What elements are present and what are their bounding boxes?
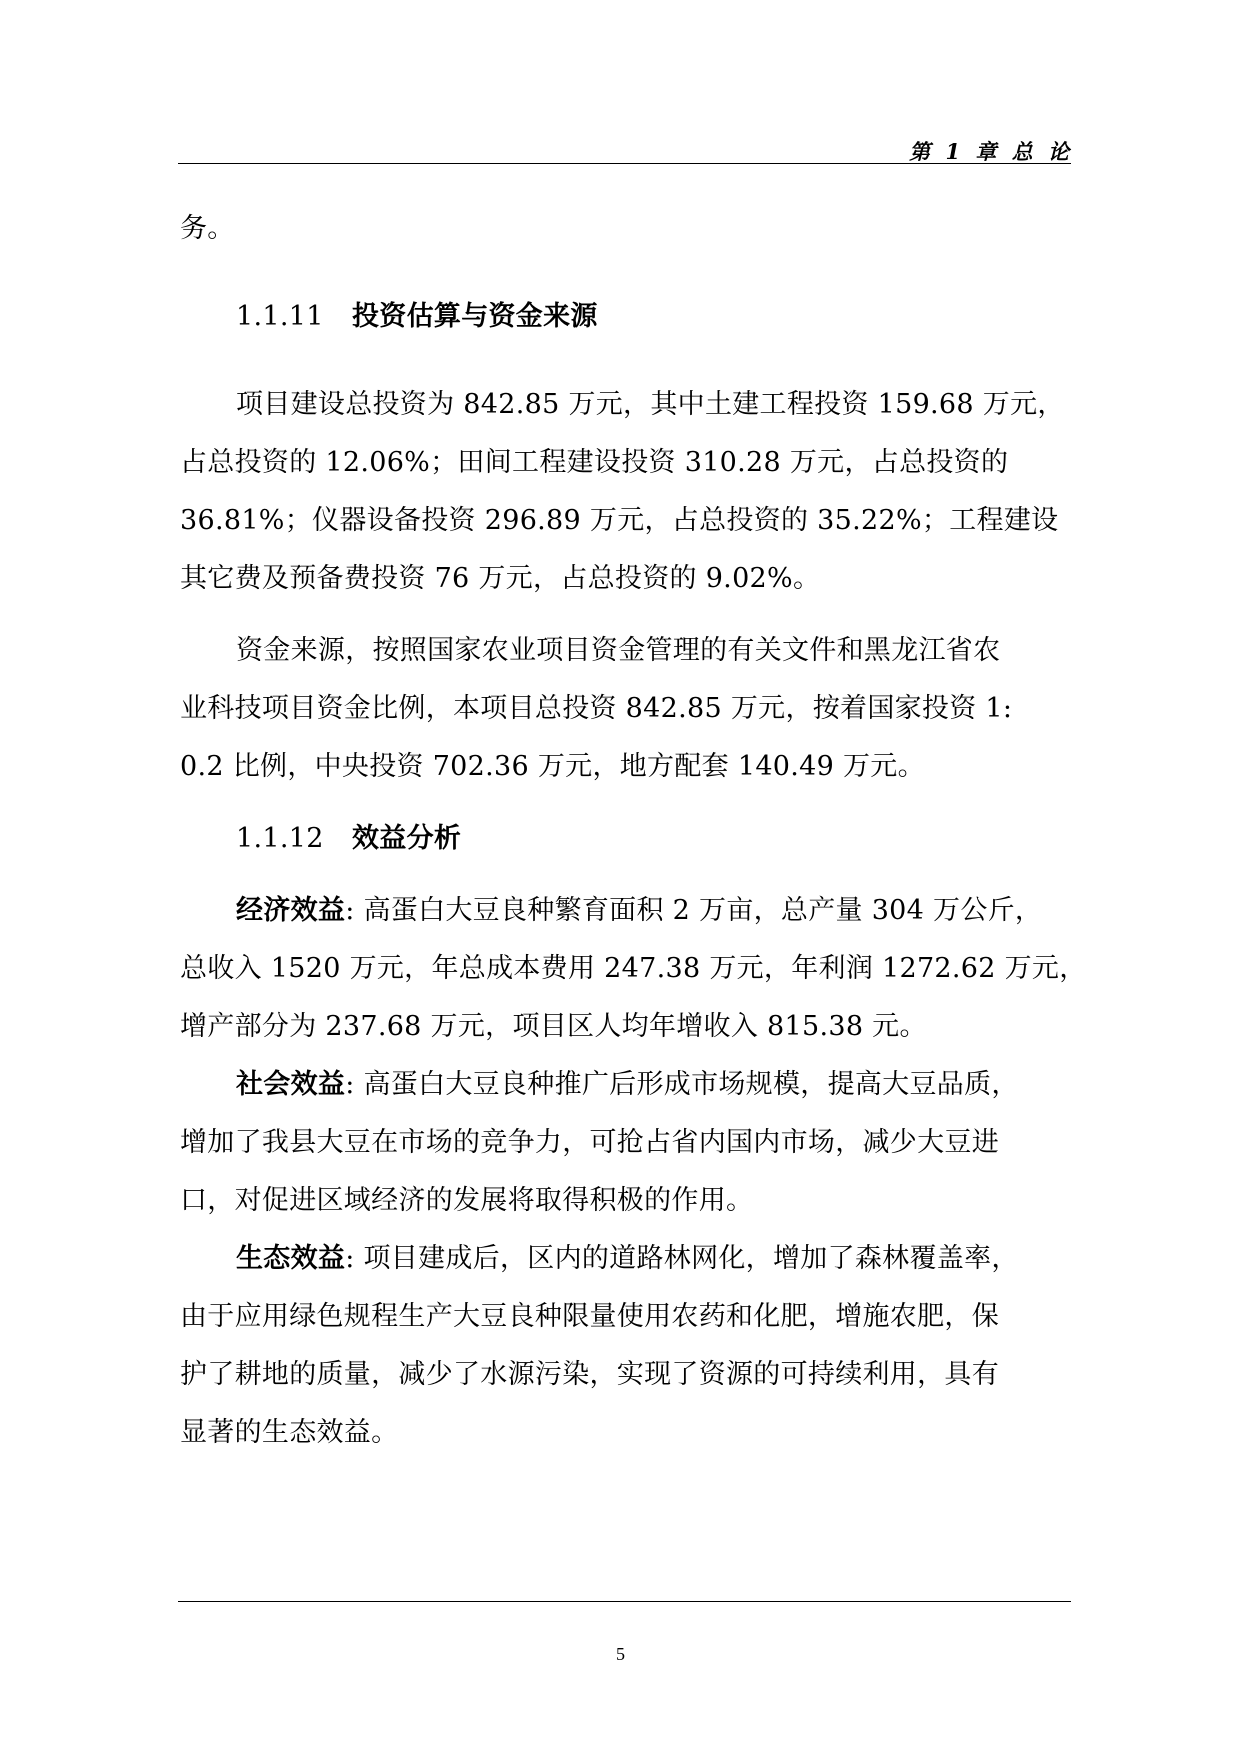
section-heading-1-1-12 — [180, 810, 1070, 868]
body-line: 显著的生态效益。 — [180, 1417, 399, 1448]
section-title: 效益分析 — [352, 823, 462, 854]
page-number: 5 — [616, 1644, 625, 1664]
body-line: 增产部分为 237.68 万元，项目区人均年增收入 815.38 元。 — [180, 1011, 927, 1042]
paragraph-label: 经济效益 — [236, 895, 346, 926]
section-number: 1.1.12 — [236, 823, 324, 854]
body-line: 其它费及预备费投资 76 万元，占总投资的 9.02%。 — [180, 563, 821, 594]
body-line: 占总投资的 12.06%；田间工程建设投资 310.28 万元，占总投资的 — [180, 447, 1009, 478]
body-line: 项目建设总投资为 842.85 万元，其中土建工程投资 159.68 万元， — [236, 389, 1065, 420]
page-body — [180, 200, 1087, 1462]
chapter-header: 第 1 章 总 论 — [909, 139, 1073, 164]
section-heading-1-1-11 — [180, 288, 1070, 346]
body-line: 36.81%；仪器设备投资 296.89 万元，占总投资的 35.22%；工程建设 — [180, 505, 1059, 536]
paragraph-label: 社会效益 — [236, 1069, 346, 1100]
body-line: 护了耕地的质量，减少了水源污染，实现了资源的可持续利用，具有 — [180, 1359, 999, 1390]
body-line: 生态效益: 项目建成后，区内的道路林网化，增加了森林覆盖率， — [236, 1243, 1019, 1274]
body-line: 总收入 1520 万元，年总成本费用 247.38 万元，年利润 1272.62 万元， — [180, 953, 1087, 984]
body-line: 业科技项目资金比例，本项目总投资 842.85 万元，按着国家投资 1: — [180, 693, 1013, 724]
body-line: 增加了我县大豆在市场的竞争力，可抢占省内国内市场，减少大豆进 — [180, 1127, 999, 1158]
section-number: 1.1.11 — [236, 301, 324, 332]
body-line: 社会效益: 高蛋白大豆良种推广后形成市场规模，提高大豆品质， — [236, 1069, 1019, 1100]
footer-rule — [178, 1601, 1071, 1602]
body-line: 口，对促进区域经济的发展将取得积极的作用。 — [180, 1185, 754, 1216]
body-line: 经济效益: 高蛋白大豆良种繁育面积 2 万亩，总产量 304 万公斤， — [236, 895, 1043, 926]
paragraph-label: 生态效益 — [236, 1243, 346, 1274]
section-title: 投资估算与资金来源 — [352, 301, 598, 332]
body-line: 务。 — [180, 213, 235, 244]
header-rule — [178, 163, 1071, 164]
body-line: 资金来源，按照国家农业项目资金管理的有关文件和黑龙江省农 — [236, 635, 1001, 666]
body-line: 0.2 比例，中央投资 702.36 万元，地方配套 140.49 万元。 — [180, 751, 925, 782]
body-line: 由于应用绿色规程生产大豆良种限量使用农药和化肥，增施农肥，保 — [180, 1301, 999, 1332]
